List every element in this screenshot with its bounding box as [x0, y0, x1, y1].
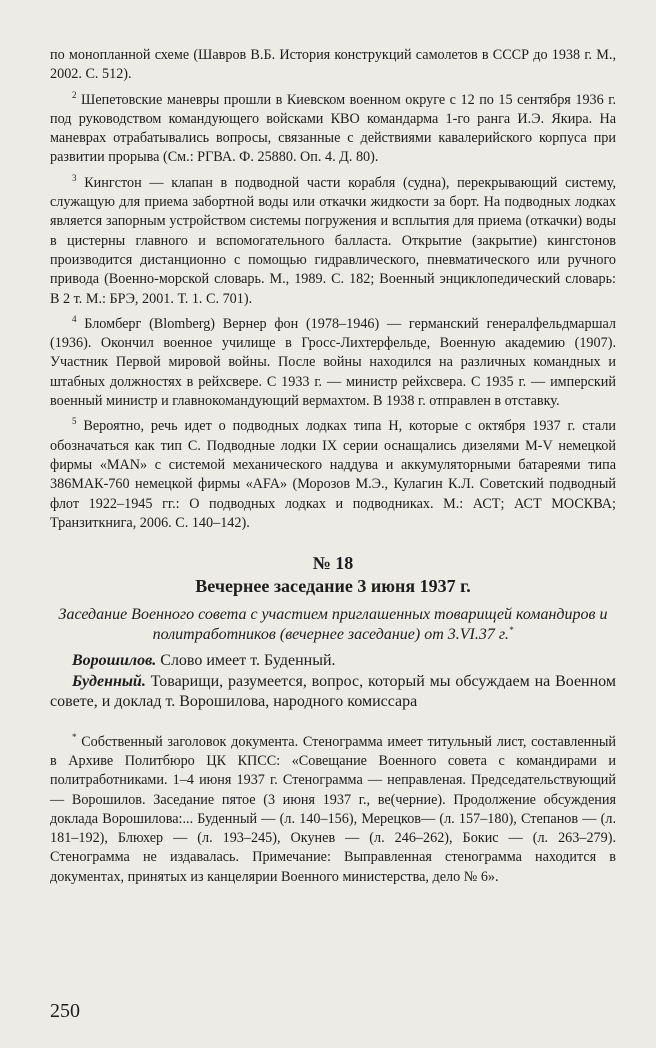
subtitle-marker: * [508, 625, 514, 636]
speech-paragraph: Ворошилов. Слово имеет т. Буденный. [72, 652, 336, 670]
footnote-marker: 2 [72, 89, 77, 100]
footnote-marker: 3 [72, 172, 77, 183]
footnote-4: $^4$ Бломберг (Blomberg) Вернер фон (1978–1946) — германский генералфельдмаршал (1936). Окончил военное училище в Гросс-Лихтерфельде, Военную академию (1907). Участник Первой мировой войны. После войны находился на различных командных и штабных должностях в рейхсвере. С 1933 г. — министр рейхсвера. С 1935 г. — имперский военный министр и главнокомандующий вермахтом. В 1938 г. отправлен в отставку. [50, 313, 616, 410]
page-number: 250 [50, 1000, 80, 1022]
footnote-3: $^3$ Кингстон — клапан в подводной части корабля (судна), перекрывающий систему, служащую для приема забортной воды или откачки жидкости за борт. На подводных лодках является запорным устройством системы погружения и всплытия для приема (откачки) воды в цистерны главного и вспомогательного балласта. Открытие (закрытие) кингстонов производится дистанционно с помощью гидравлического, пневматического или ручного привода (Военно-морской словарь. М., 1989. С. 182; Военный энциклопедический словарь: В 2 т. М.: БРЭ, 2001. Т. 1. С. 701). [50, 172, 616, 307]
speaker-name: Ворошилов. [72, 652, 157, 670]
document-title: Вечернее заседание 3 июня 1937 г. [195, 576, 471, 597]
footnote-continued: по монопланной схеме (Шавров В.Б. История конструкций самолетов в СССР до 1938 г. М., 2002. С. 512). [50, 47, 616, 83]
footnotes-top [50, 46, 616, 533]
footnote-marker: 5 [72, 416, 77, 427]
footnote-marker: * [72, 731, 77, 742]
speech-paragraph: Буденный. Товарищи, разумеется, вопрос, который мы обсуждаем на Военном совете, и доклад т. Ворошилова, народного комиссара [50, 672, 616, 711]
speaker-name: Буденный. [72, 672, 146, 690]
footnote-2: $^2$ Шепетовские маневры прошли в Киевском военном округе с 12 по 15 сентября 1936 г. под руководством командующего войсками КВО командарма 1-го ранга И.Э. Якира. На маневрах отрабатывались вопросы, связанные с действиями кавалерийского корпуса при развитии прорыва (См.: РГВА. Ф. 25880. Оп. 4. Д. 80). [50, 89, 616, 166]
footnote-5: $^5$ Вероятно, речь идет о подводных лодках типа Н, которые с октября 1937 г. стали обозначаться как тип С. Подводные лодки IX серии оснащались дизелями М-V немецкой фирмы «MAN» с системой механического наддува и аккумуляторными батареями типа 386МАК-760 немецкой фирмы «AFA» (Морозов М.Э., Кулагин К.Л. Советский подводный флот 1922–1945 гг.: О подводных лодках и подводниках. М.: АСТ; АСТ МОСКВА; Транзиткнига, 2006. С. 140–142). [50, 416, 616, 531]
footnote-bottom: * Собственный заголовок документа. Стенограмма имеет титульный лист, составленный в Архиве Политбюро ЦК КПСС: «Совещание Военного совета с командирами и политработниками. 1–4 июня 1937 г. Стенограмма — неправленая. Председательствующий — Ворошилов. Заседание пятое (3 июня 1937 г., ве(черние). Продолжение обсуждения доклада Ворошилова:... Буденный — (л. 140–156), Мерецков— (л. 157–180), Степанов — (л. 181–192), Блюхер — (л. 193–245), Окунев — (л. 246–262), Бокис — (л. 263–279). Стенограмма не издавалась. Примечание: Выправленная стенограмма находится в документах, принятых из канцелярии Военного министерства, дело № 6». [50, 731, 616, 885]
transcript-body [50, 651, 616, 713]
footnote-marker: 4 [72, 313, 77, 324]
document-subtitle: Заседание Военного совета с участием приглашенных товарищей командиров и политработников (вечернее заседание) от 3.VI.37 г.* [58, 606, 608, 644]
document-number: № 18 [312, 553, 354, 574]
